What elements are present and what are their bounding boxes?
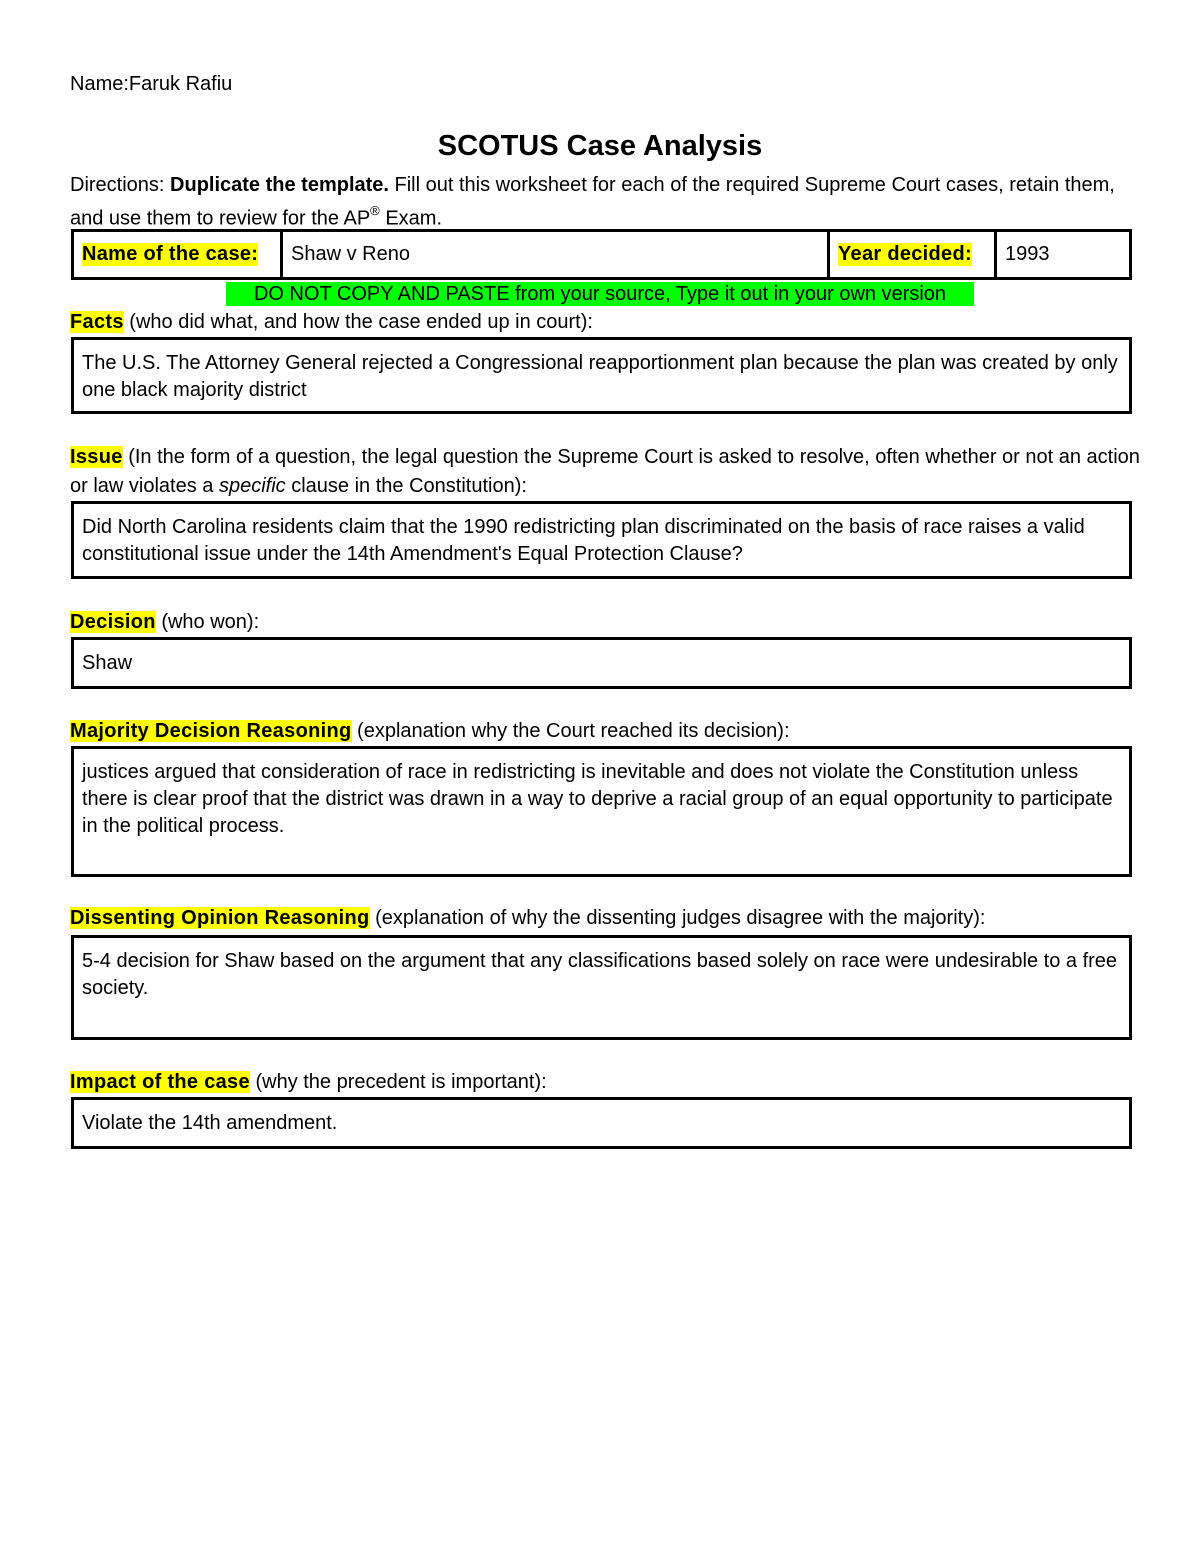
impact-answer: Violate the 14th amendment. <box>82 1112 338 1134</box>
year-value: 1993 <box>1005 243 1050 265</box>
dissent-heading <box>70 904 1140 933</box>
case-name-field[interactable] <box>280 232 827 277</box>
issue-prompt-italic: specific <box>218 475 286 497</box>
case-name-label-cell <box>74 232 280 277</box>
facts-answer-box[interactable] <box>71 337 1132 414</box>
decision-heading <box>70 608 1140 637</box>
decision-prompt: (who won): <box>155 611 260 633</box>
majority-label: Majority Decision Reasoning <box>70 720 352 742</box>
impact-label: Impact of the case <box>70 1071 250 1093</box>
impact-prompt: (why the precedent is important): <box>249 1071 547 1093</box>
year-field[interactable] <box>994 232 1129 277</box>
year-label: Year decided: <box>838 243 972 265</box>
directions-paragraph <box>70 171 1140 233</box>
dissent-prompt: (explanation of why the dissenting judges disagree with the majority): <box>369 907 986 929</box>
majority-prompt: (explanation why the Court reached its decision): <box>351 720 790 742</box>
decision-answer: Shaw <box>82 652 133 674</box>
issue-prompt-end: clause in the Constitution): <box>285 475 527 497</box>
case-name-value: Shaw v Reno <box>291 243 410 265</box>
year-label-cell <box>827 232 994 277</box>
directions-prefix: Directions: <box>70 174 171 196</box>
dissent-label: Dissenting Opinion Reasoning <box>70 907 370 929</box>
registered-mark: ® <box>370 203 380 218</box>
facts-answer: The U.S. The Attorney General rejected a Congressional reapportionment plan because the plan was created by only one black majority district <box>82 352 1118 401</box>
issue-prompt: (In the form of a question, the legal question the Supreme Court is asked to resolve, often whether or not an action or law violates a <box>70 446 1140 497</box>
copy-warning-notice: DO NOT COPY AND PASTE from your source, Type it out in your own version <box>226 282 974 306</box>
impact-heading <box>70 1068 1140 1097</box>
case-info-table <box>71 229 1132 280</box>
facts-prompt: (who did what, and how the case ended up in court): <box>123 311 593 333</box>
case-name-label: Name of the case: <box>82 243 259 265</box>
majority-heading <box>70 717 1140 746</box>
decision-answer-box[interactable] <box>71 637 1132 689</box>
directions-text-end: Exam. <box>379 207 443 230</box>
decision-label: Decision <box>70 611 156 633</box>
directions-text: Fill out this worksheet for each of the required Supreme Court cases, retain them, and use them to review for the AP <box>70 174 1115 230</box>
majority-answer-box[interactable] <box>71 746 1132 877</box>
facts-heading <box>70 308 1140 337</box>
student-name: Name:Faruk Rafiu <box>70 73 233 95</box>
issue-label: Issue <box>70 446 123 468</box>
dissent-answer: 5-4 decision for Shaw based on the argument that any classifications based solely on race were undesirable to a free society. <box>82 950 1118 999</box>
issue-heading <box>70 443 1140 501</box>
issue-answer-box[interactable] <box>71 501 1132 579</box>
issue-answer: Did North Carolina residents claim that the 1990 redistricting plan discriminated on the basis of race raises a valid constitutional issue under the 14th Amendment's Equal Protection Clause? <box>82 516 1085 565</box>
directions-bold: Duplicate the template. <box>170 174 389 196</box>
facts-label: Facts <box>70 311 124 333</box>
impact-answer-box[interactable] <box>71 1097 1132 1149</box>
majority-answer: justices argued that consideration of race in redistricting is inevitable and does not violate the Constitution unless there is clear proof that the district was drawn in a way to deprive a racial group of an equal opportunity to participate in the political process. <box>82 761 1113 837</box>
dissent-answer-box[interactable] <box>71 935 1132 1040</box>
page-title: SCOTUS Case Analysis <box>437 130 763 162</box>
